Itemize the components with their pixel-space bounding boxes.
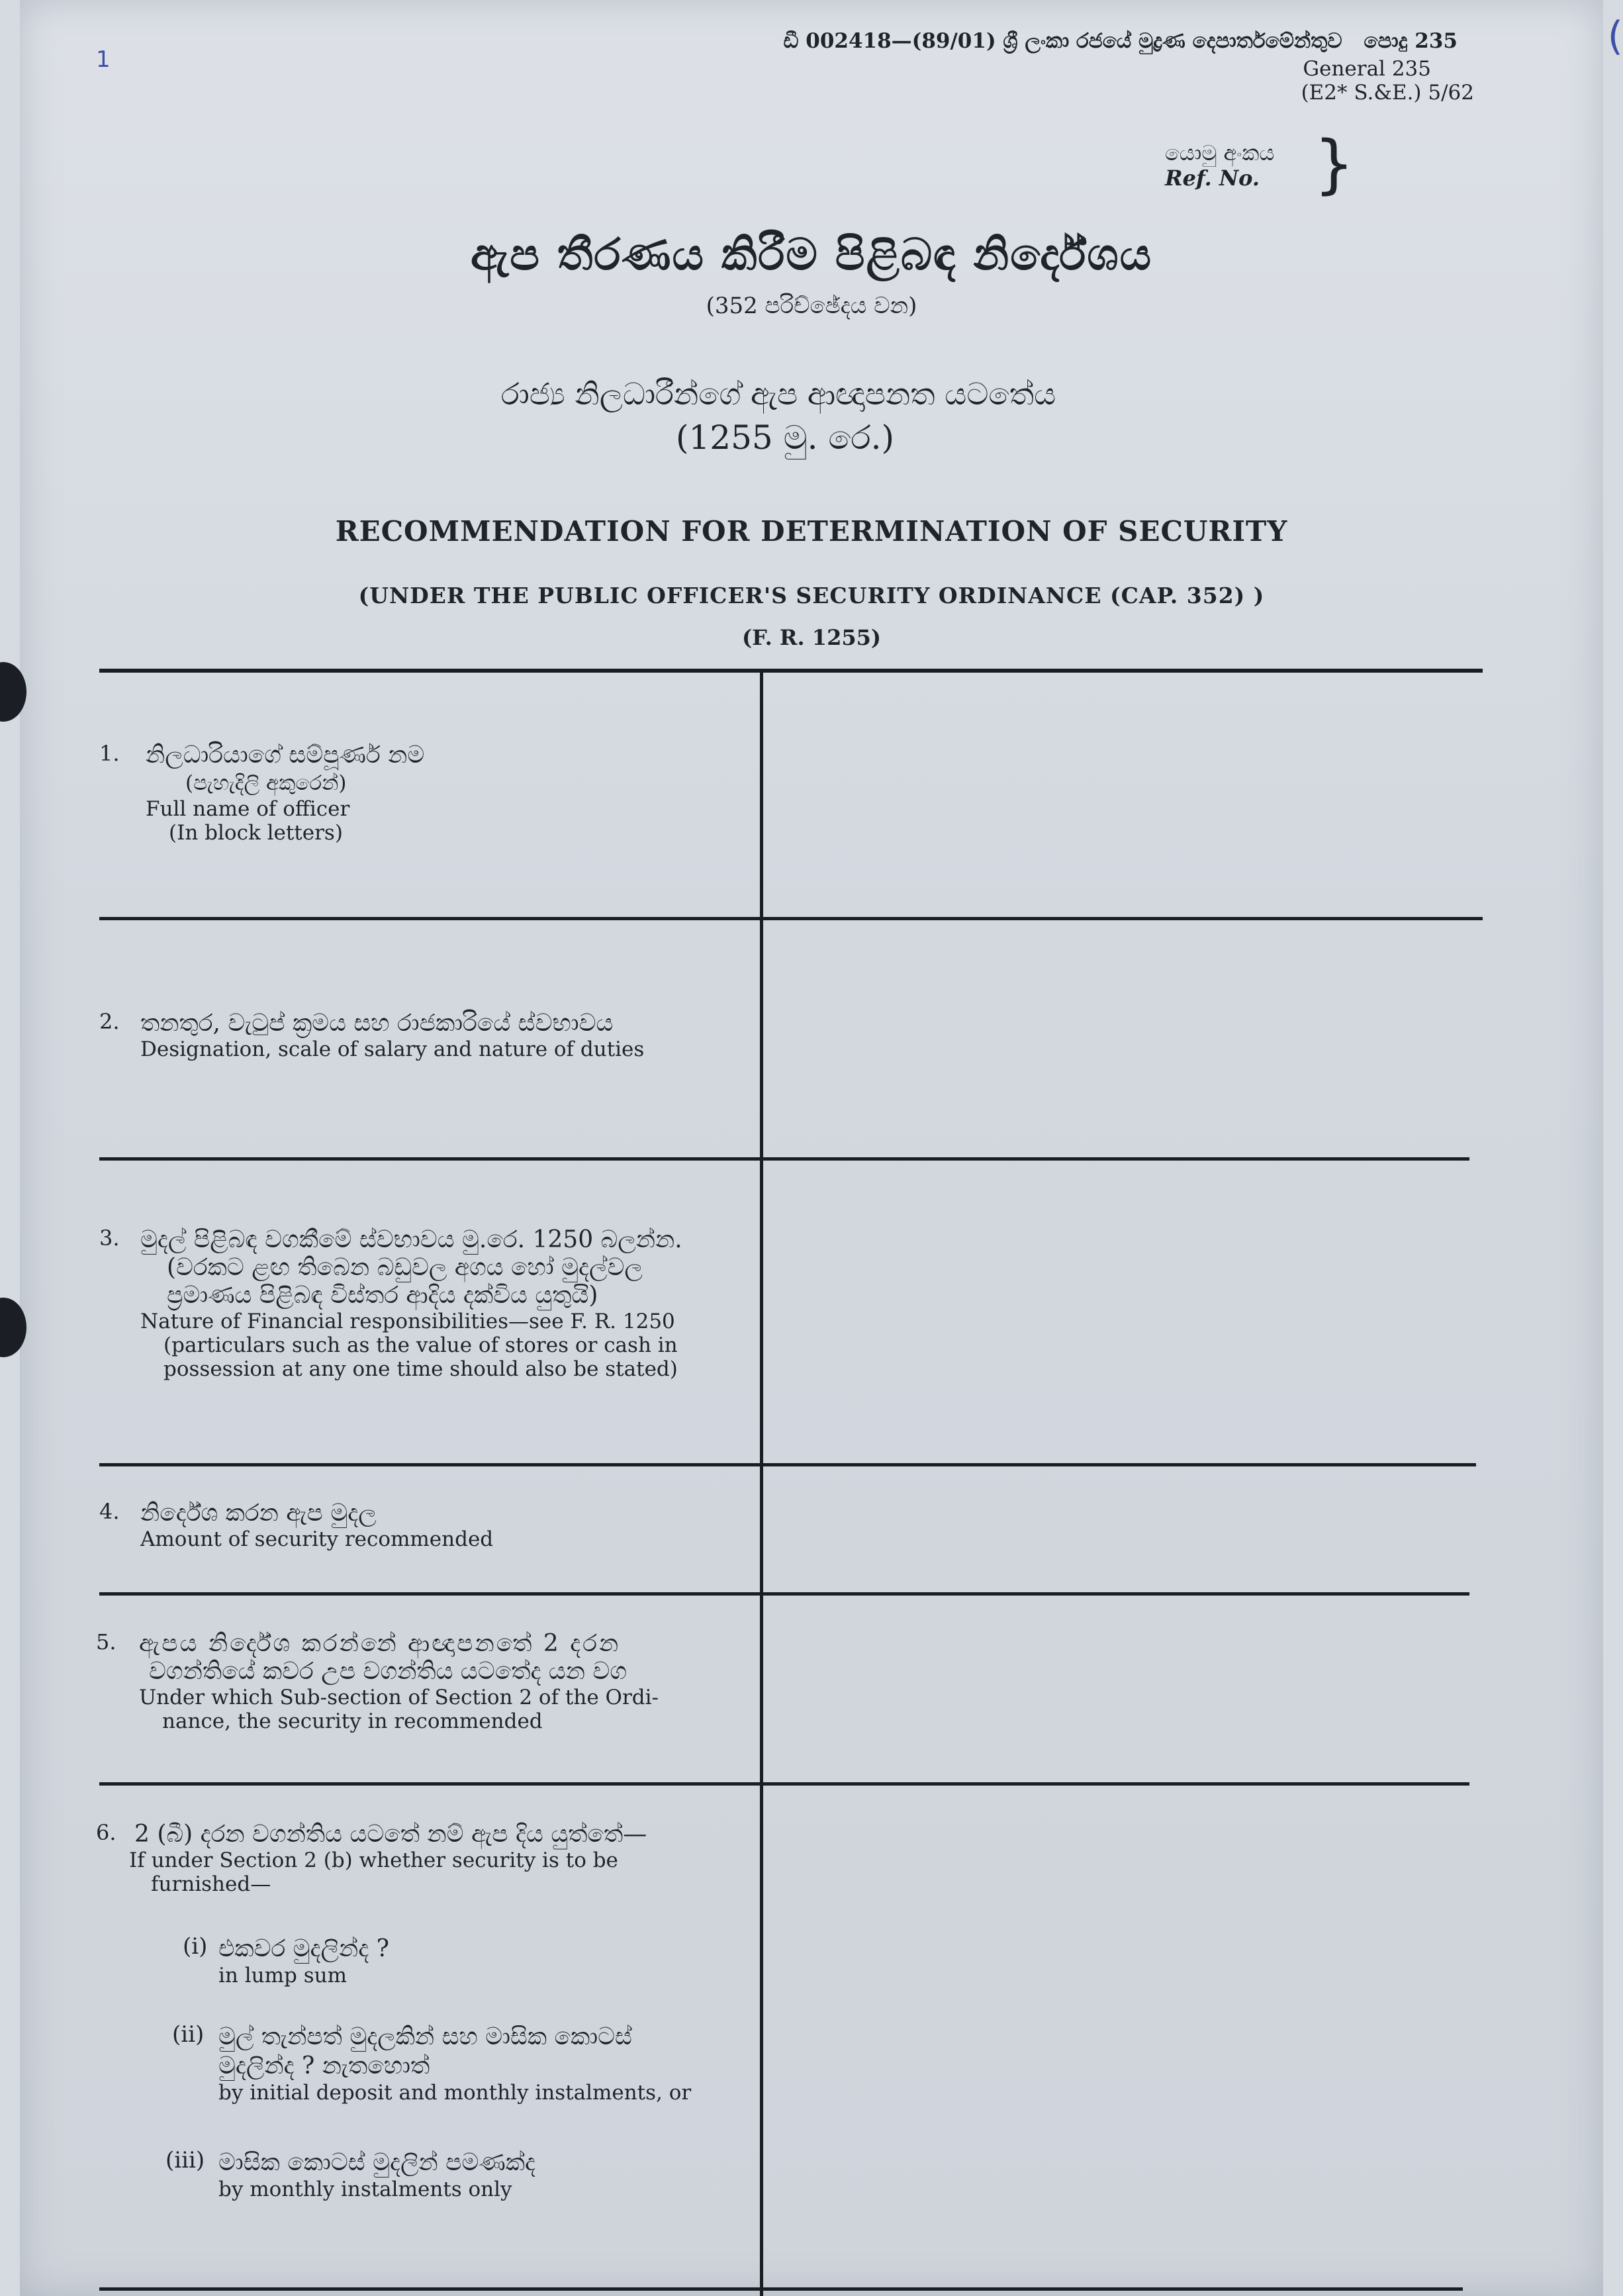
- item-security-amount: [99, 1500, 748, 1551]
- item-note-si-2: ප්‍රමාණය පිළිබඳ විස්තර ආදිය දක්විය යුතුයි): [167, 1282, 598, 1309]
- form-revision: (E2* S.&E.) 5/62: [1301, 81, 1474, 105]
- item-number: 2.: [99, 1009, 120, 1034]
- ref-label-en: Ref. No.: [1165, 166, 1260, 191]
- answer-cell-full-name[interactable]: [768, 675, 1476, 914]
- item-note-si-1: (වරකට ළඟ තිබෙන බඩුවල අගය හෝ මුදල්වල: [167, 1254, 643, 1281]
- item-note-en-2: possession at any one time should also be stated): [163, 1357, 678, 1381]
- answer-cell-furnishing-method[interactable]: [768, 1789, 1463, 2284]
- ref-label-si: යොමු අංකය: [1165, 140, 1275, 166]
- table-bottom-rule: [99, 2287, 1463, 2291]
- item-label-en: Nature of Financial responsibilities—see F. R. 1250: [140, 1310, 675, 1333]
- form-number-en: General 235: [1303, 57, 1431, 81]
- option-label-si-1: මුල් තැන්පත් මුදලකින් සහ මාසික කොටස්: [218, 2023, 632, 2050]
- item-label-si-2: වගන්තියේ කවර උප වගන්තිය යටතේද යන වග: [149, 1658, 627, 1685]
- item-label-en-1: If under Section 2 (b) whether security is to be: [129, 1848, 618, 1872]
- table-top-rule: [99, 669, 1483, 673]
- item-note-en-1: (particulars such as the value of stores or cash in: [163, 1333, 678, 1357]
- option-instalments-only: [165, 2148, 748, 2201]
- option-label-si: එකවර මුදලින්ද ?: [218, 1935, 389, 1962]
- column-divider: [760, 670, 763, 2296]
- item-label-si: මුදල් පිළිබඳ වගකීමේ ස්වභාවය මු.රෙ. 1250 බලන්න.: [140, 1226, 682, 1253]
- fr-en: (F. R. 1255): [742, 625, 881, 650]
- option-label: (i): [183, 1933, 208, 1960]
- item-financial-responsibilities: [99, 1226, 748, 1381]
- answer-cell-subsection[interactable]: [768, 1599, 1469, 1779]
- option-lump-sum: [177, 1935, 747, 1987]
- option-label: (iii): [165, 2147, 205, 2174]
- ordinance-en: (UNDER THE PUBLIC OFFICER'S SECURITY ORDINANCE (CAP. 352) ): [358, 583, 1265, 608]
- item-furnishing-method: [96, 1821, 751, 1896]
- item-note-en: (In block letters): [169, 821, 343, 845]
- option-label-en: by monthly instalments only: [218, 2177, 512, 2201]
- item-label-en: Designation, scale of salary and nature of duties: [140, 1037, 645, 1061]
- ordinance-si: රාජ්‍ය නිලධාරීන්ගේ ඇප ආඥාපනත යටතේය: [500, 376, 1056, 412]
- answer-cell-designation[interactable]: [768, 924, 1469, 1154]
- margin-arc-mark: (: [1607, 13, 1623, 60]
- item-full-name: [99, 741, 748, 845]
- item-subsection: [96, 1630, 751, 1733]
- item-number: 4.: [99, 1499, 120, 1524]
- item-number: 1.: [99, 741, 120, 766]
- ref-bracket-icon: }: [1314, 127, 1355, 201]
- title-si: ඇප තීරණය කිරීම පිළිබඳ නිර්දේශය: [470, 228, 1153, 280]
- row-divider-4: [99, 1592, 1469, 1596]
- row-divider-2: [99, 1157, 1469, 1161]
- item-number: 6.: [96, 1820, 116, 1845]
- fr-si: (1255 මු. රෙ.): [675, 418, 895, 457]
- row-divider-1: [99, 917, 1483, 920]
- item-label-si: තනතුර, වැටුප් ක්‍රමය සහ රාජකාරියේ ස්වභාවය: [140, 1010, 614, 1037]
- item-label-si: නිර්දේශ කරන ඇප මුදල: [140, 1500, 377, 1527]
- title-en: RECOMMENDATION FOR DETERMINATION OF SECURITY: [335, 515, 1288, 548]
- item-note-si: (පැහැදිලි අකුරෙන්): [185, 771, 347, 795]
- option-deposit-and-instalments: [172, 2023, 748, 2105]
- answer-cell-financial-responsibilities[interactable]: [768, 1164, 1469, 1459]
- chapter-si: (352 පරිච්ඡේදය වන): [706, 293, 917, 319]
- option-label-si: මාසික කොටස් මුදලින් පමණක්ද: [218, 2149, 536, 2176]
- item-number: 3.: [99, 1225, 120, 1251]
- item-number: 5.: [96, 1629, 116, 1654]
- row-divider-3: [99, 1463, 1476, 1466]
- item-label-en-1: Under which Sub-section of Section 2 of the Ordi-: [139, 1686, 659, 1709]
- item-label-si-1: ඇපය නිර්දේශ කරන්නේ ආඥාපනතේ 2 දරන: [139, 1630, 621, 1657]
- print-code-line: [784, 29, 1458, 54]
- print-code: ඩී 002418—(89/01) ශ්‍රී ලංකා රජයේ මුද්‍රණ දෙපාර්තමේන්තුව: [783, 29, 1342, 53]
- form-number-si: පොදු 235: [1364, 29, 1458, 53]
- item-label-en: Amount of security recommended: [140, 1527, 494, 1551]
- item-label-en: Full name of officer: [146, 797, 350, 821]
- option-label-en: by initial deposit and monthly instalments, or: [218, 2081, 692, 2105]
- option-label-en: in lump sum: [218, 1964, 347, 1987]
- item-label-en-2: furnished—: [151, 1872, 271, 1896]
- page-corner-mark: 1: [96, 46, 111, 73]
- item-label-si: 2 (බී) දරන වගන්තිය යටතේ නම් ඇප දිය යුත්තේ—: [134, 1821, 647, 1848]
- option-label: (ii): [172, 2021, 205, 2048]
- item-label-si: නිලධාරියාගේ සම්පූර්ණ නම: [146, 741, 425, 769]
- answer-cell-security-amount[interactable]: [768, 1470, 1469, 1589]
- row-divider-5: [99, 1782, 1469, 1786]
- option-label-si-2: මුදලින්ද ? නැතහොත්: [218, 2052, 430, 2080]
- item-designation: [99, 1010, 748, 1061]
- item-label-en-2: nance, the security in recommended: [162, 1709, 543, 1733]
- reference-number-label: [1165, 140, 1274, 191]
